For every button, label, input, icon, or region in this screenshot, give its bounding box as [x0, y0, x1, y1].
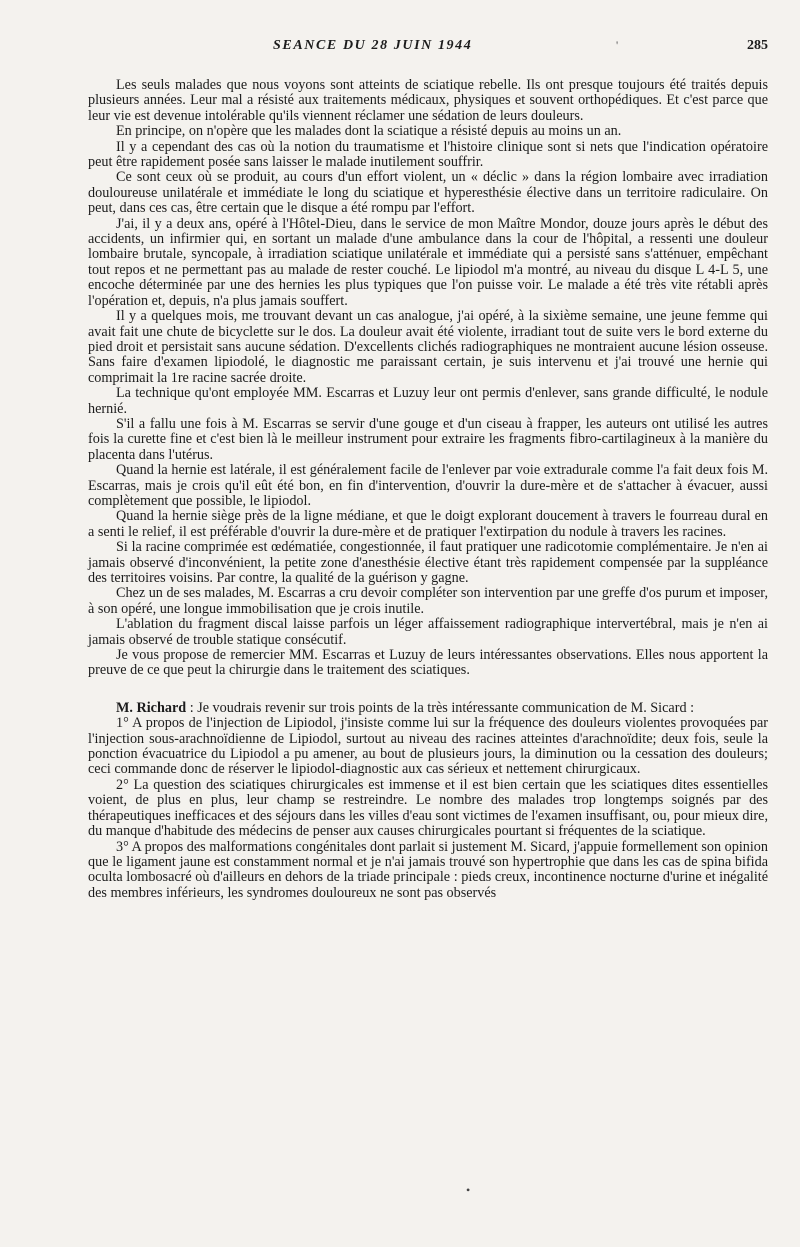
paragraph: Il y a quelques mois, me trouvant devant un cas analogue, j'ai opéré, à la sixième semaine, une jeune femme qui avait fait une chute de bicyclette sur le dos. La douleur avait été violente, irradiant tout de suite vers le bord externe du pied droit et persistait sans aucune sédation. D'excellents clichés radiographiques ne montraient aucune lésion osseuse. Sans faire d'examen lipiodolé, le diagnostic me paraissant certain, je suis intervenu et j'ai trouvé une hernie qui comprimait la 1re racine sacrée droite.: [88, 308, 768, 386]
numbered-point: 1° A propos de l'injection de Lipiodol, j'insiste comme lui sur la fréquence des douleurs violentes provoquées par l'injection sous-arachnoïdienne de Lipiodol, surtout au niveau des racines atteintes d'arachnoïdite; deux fois, seule la ponction évacuatrice du Lipiodol a pu amener, au bout de plusieurs jours, la diminution ou la cessation des douleurs; ceci commande donc de réserver le lipiodol-diagnostic aux cas sérieux et nettement chirurgicaux.: [88, 715, 768, 778]
paragraph: En principe, on n'opère que les malades dont la sciatique a résisté depuis au moins un an.: [116, 123, 622, 140]
paragraph: Quand la hernie siège près de la ligne médiane, et que le doigt explorant doucement à travers le fourreau dural en a senti le relief, il est préférable d'ouvrir la dure-mère et de pratiquer l'extirpation du nodule à travers les racines.: [88, 508, 768, 540]
footer-mark: •: [466, 1183, 471, 1197]
paragraph: La technique qu'ont employée MM. Escarras et Luzuy leur ont permis d'enlever, sans grande difficulté, le nodule hernié.: [88, 385, 768, 417]
paragraph: Si la racine comprimée est œdématiée, congestionnée, il faut pratiquer une radicotomie complémentaire. Je n'en ai jamais observé d'inconvénient, la petite zone d'anesthésie élective étant très rapidement compensée par la suppléance des territoires voisins. Par contre, la qualité de la guérison y gagne.: [88, 539, 768, 586]
paragraph: Il y a cependant des cas où la notion du traumatisme et l'histoire clinique sont si nets que l'indication opératoire peut être rapidement posée sans laisser le malade inutilement souffrir.: [88, 138, 768, 171]
article-body: [88, 78, 768, 901]
paragraph: Ce sont ceux où se produit, au cours d'un effort violent, un « déclic » dans la région lombaire avec irradiation douloureuse unilatérale et immédiate le long du sciatique et hyperesthésie élective dans un territoire radiculaire. On peut, dans ces cas, être certain que le disque a été rompu par l'effort.: [88, 169, 768, 217]
speaker-name: M. Richard: [116, 699, 187, 716]
speaker-intro: : Je voudrais revenir sur trois points de la très intéressante communication de M. Sicard :: [186, 699, 695, 716]
paragraph: L'ablation du fragment discal laisse parfois un léger affaissement radiographique intervertébral, mais je n'en ai jamais observé de trouble statique consécutif.: [88, 616, 768, 648]
speaker-paragraph: [88, 701, 768, 716]
paragraph: S'il a fallu une fois à M. Escarras se servir d'une gouge et d'un ciseau à frapper, les auteurs ont utilisé les autres fois la curette fine et c'est bien là le meilleur instrument pour extraire les fragments fibro-cartilagineux à la manière du placenta dans l'utérus.: [88, 415, 768, 463]
paragraph: Chez un de ses malades, M. Escarras a cru devoir compléter son intervention par une greffe d'os purum et imposer, à son opéré, une longue immobilisation que je crois inutile.: [88, 585, 768, 617]
paragraph: Les seuls malades que nous voyons sont atteints de sciatique rebelle. Ils ont presque toujours été traités depuis plusieurs années. Leur mal a résisté aux traitements médicaux, physiques et souvent orthopédiques. Et c'est parce que leur vie est devenue intolérable qu'ils viennent réclamer une sédation de leurs douleurs.: [88, 77, 768, 124]
running-header: [88, 38, 768, 58]
discussion-block: [88, 701, 768, 901]
paragraph: Quand la hernie est latérale, il est généralement facile de l'enlever par voie extradurale comme l'a fait deux fois M. Escarras, mais je crois qu'il eût été bon, en fin d'intervention, d'ouvrir la dure-mère et de s'attacher à évacuer, aussi complètement que possible, le lipiodol.: [88, 462, 768, 509]
numbered-point: 2° La question des sciatiques chirurgicales est immense et il est bien certain que les sciatiques dites essentielles voient, de plus en plus, leur champ se restreindre. Le nombre des malades trop longtemps soignés par des thérapeutiques inefficaces et des séjours dans les villes d'eau sont victimes de l'examen insuffisant, ou, pour mieux dire, du manque d'habitude des médecins de penser aux causes chirurgicales pourtant si fréquentes de la sciatique.: [88, 776, 768, 840]
header-title: SEANCE DU 28 JUIN 1944: [273, 38, 473, 53]
numbered-point: 3° A propos des malformations congénitales dont parlait si justement M. Sicard, j'appuie formellement son opinion que le ligament jaune est constamment normal et je n'ai jamais trouvé son hypertrophie que dans les cas de spina bifida oculta lombosacré où d'ailleurs en dehors de la triade principale : pieds creux, incontinence nocturne d'urine et inégalité des membres inférieurs, les syndromes douloureux ne sont pas observés: [88, 838, 768, 901]
paragraph: J'ai, il y a deux ans, opéré à l'Hôtel-Dieu, dans le service de mon Maître Mondor, douze jours après le début des accidents, un infirmier qui, en sortant un malade d'une ambulance dans la cour de l'hôpital, a ressenti une douleur lombaire brutale, syncopale, à irradiation sciatique unilatérale et immédiate qui a persisté sans s'atténuer, empêchant tout repos et ne permettant pas au malade de rester couché. Le lipiodol m'a montré, au niveau du disque L 4-L 5, une encoche déterminée par une des hernies les plus typiques que l'on puisse voir. Le malade a été très vite rétabli après l'opération et, depuis, n'a plus jamais souffert.: [88, 215, 768, 309]
paragraph: Je vous propose de remercier MM. Escarras et Luzuy de leurs intéressantes observations. Elles nous apportent la preuve de ce que peut la chirurgie dans le traitement des sciatiques.: [88, 647, 768, 679]
header-mark: ': [616, 38, 619, 52]
page-number: 285: [747, 38, 768, 53]
